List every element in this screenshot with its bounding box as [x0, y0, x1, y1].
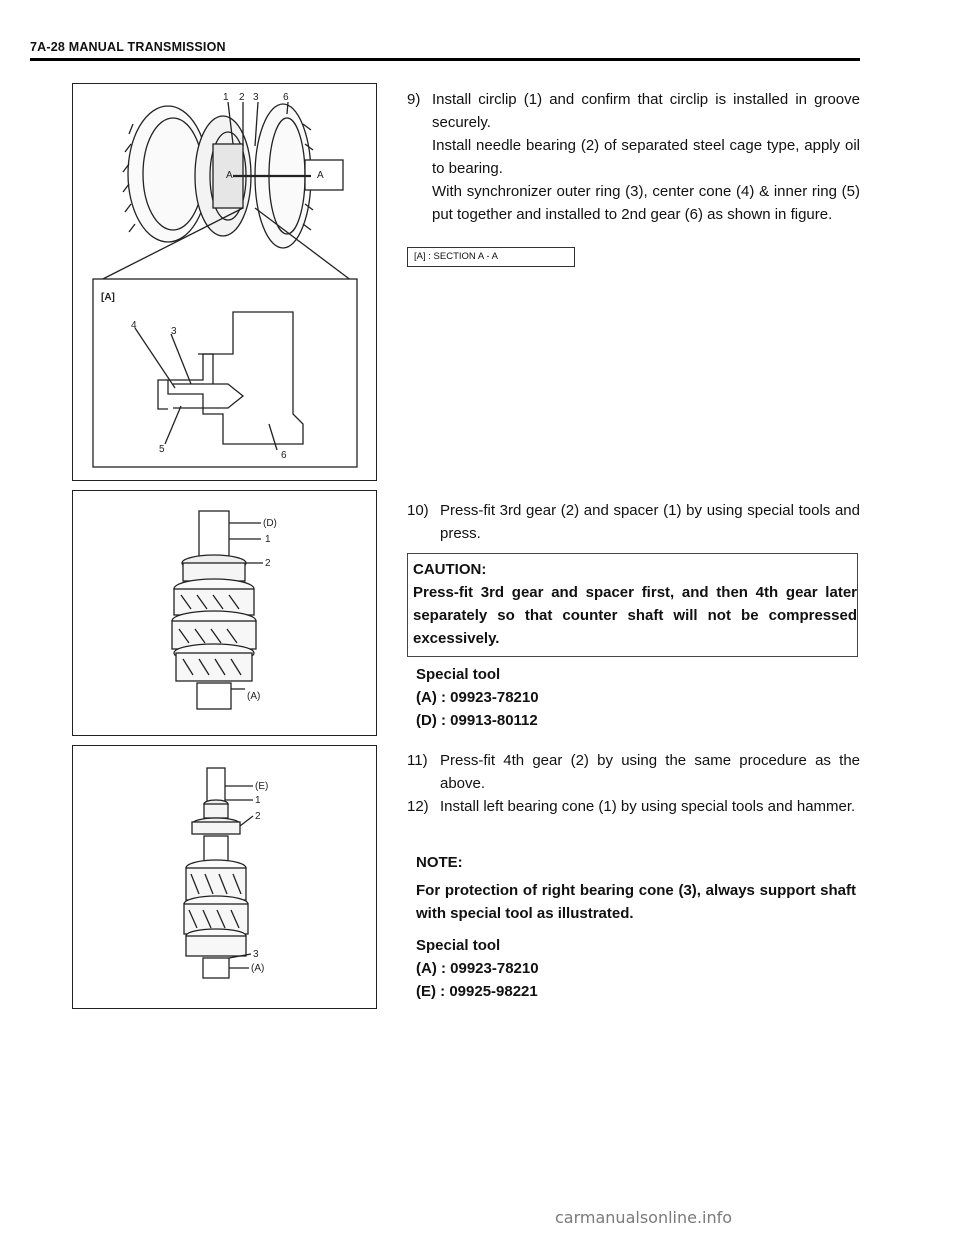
note-block: [416, 851, 856, 925]
figure-3rd-gear-press: [72, 490, 377, 736]
figure-synchronizer: [72, 83, 377, 481]
caution-title: CAUTION:: [413, 561, 487, 578]
step-10: [407, 499, 860, 545]
tool-e-label: (E): [255, 781, 269, 792]
special-tool-title: Special tool: [416, 937, 501, 954]
step-number: 11): [407, 752, 428, 769]
callout-6: 6: [283, 92, 289, 103]
step-11: [407, 749, 860, 795]
special-tool-item: (E) : 09925-98221: [416, 983, 538, 1000]
special-tool-title: Special tool: [416, 666, 501, 683]
callout-1: 1: [255, 795, 261, 806]
callout-2: 2: [255, 811, 261, 822]
special-tool-list-1: [416, 663, 539, 732]
step-11-text: Press-fit 4th gear (2) by using the same procedure as the above.: [440, 752, 860, 792]
inset-callout-4: 4: [131, 320, 137, 331]
step-9-line-1: Install circlip (1) and confirm that circlip is installed in groove securely.: [432, 91, 860, 131]
step-number: 12): [407, 798, 429, 815]
step-12-text: Install left bearing cone (1) by using special tools and hammer.: [440, 798, 856, 815]
step-number: 10): [407, 502, 429, 519]
step-number: 9): [407, 91, 421, 108]
caution-text: Press-fit 3rd gear and spacer first, and then 4th gear later separately so that counter shaft will not be compressed excessively.: [413, 584, 857, 647]
callout-2: 2: [265, 558, 271, 569]
step-9-line-3: With synchronizer outer ring (3), center cone (4) & inner ring (5) put together and installed to 2nd gear (6) as shown in figure.: [432, 183, 860, 223]
figure-legend: [A] : SECTION A - A: [407, 247, 575, 267]
inset-tag: [A]: [101, 292, 115, 303]
inset-callout-3: 3: [171, 326, 177, 337]
bearing-install-illustration: [73, 746, 376, 1008]
note-title: NOTE:: [416, 854, 463, 871]
special-tool-item: (A) : 09923-78210: [416, 960, 539, 977]
inset-callout-5: 5: [159, 444, 165, 455]
callout-3: 3: [253, 949, 259, 960]
synchronizer-illustration: [73, 84, 376, 480]
callout-1: 1: [265, 534, 271, 545]
special-tool-item: (A) : 09923-78210: [416, 689, 539, 706]
press-fit-illustration: [73, 491, 376, 735]
callout-2: 2: [239, 92, 245, 103]
tool-d-label: (D): [263, 518, 277, 529]
callout-3: 3: [253, 92, 259, 103]
page-header: 7A-28 MANUAL TRANSMISSION: [30, 40, 226, 54]
figure-4th-gear-bearing: [72, 745, 377, 1009]
tool-a-label: (A): [251, 963, 265, 974]
step-9-line-2: Install needle bearing (2) of separated steel cage type, apply oil to bearing.: [432, 137, 860, 177]
special-tool-item: (D) : 09913-80112: [416, 712, 538, 729]
inset-callout-6: 6: [281, 450, 287, 461]
step-12: [407, 795, 860, 818]
special-tool-list-2: [416, 934, 539, 1003]
note-text: For protection of right bearing cone (3), always support shaft with special tool as illustrated.: [416, 882, 856, 922]
header-rule: [30, 58, 860, 61]
caution-box: [407, 553, 858, 657]
callout-1: 1: [223, 92, 229, 103]
tool-a-label: (A): [247, 691, 261, 702]
step-9: [407, 88, 860, 226]
watermark[interactable]: carmanualsonline.info: [555, 1208, 733, 1227]
step-10-text: Press-fit 3rd gear (2) and spacer (1) by using special tools and press.: [440, 502, 860, 542]
section-mark-a-left: A: [226, 170, 233, 181]
section-mark-a-right: A: [317, 170, 324, 181]
